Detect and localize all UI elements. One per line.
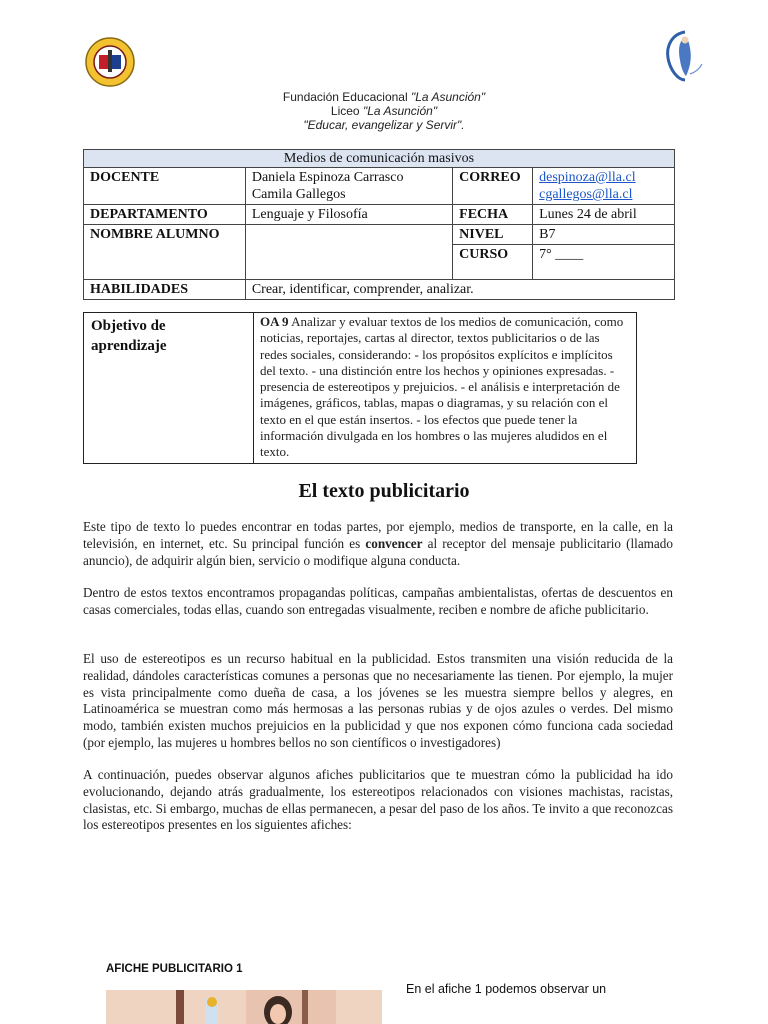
school-motto: "Educar, evangelizar y Servir". [303, 118, 465, 132]
school-name: Liceo "La Asunción" [330, 104, 438, 118]
alumno-label: NOMBRE ALUMNO [84, 225, 246, 280]
objective-text [254, 313, 637, 464]
poster-label: AFICHE PUBLICITARIO 1 [106, 963, 243, 975]
objective-table [83, 312, 637, 464]
paragraph-4: A continuación, puedes observar algunos afiches publicitarios que te muestran cómo la publicidad ha ido evolucionando, dejando atrás gradualmente, los estereotipos relacionados con visiones machistas, racistas, clasistas, etc. Si embargo, muchas de ellas permanecen, a pesar del paso de los años. Te invito a que reconozcas los estereotipos presentes en los siguientes afiches: [83, 767, 673, 833]
docente-value [245, 168, 452, 205]
foundation-name: Fundación Educacional "La Asunción" [282, 90, 486, 104]
poster-image [106, 990, 382, 1024]
school-crest-logo [84, 36, 136, 88]
info-table [83, 149, 675, 300]
teacher-name-1: Daniela Espinoza Carrasco [251, 170, 404, 185]
alumno-field[interactable] [245, 225, 452, 280]
email-link-2[interactable]: cgallegos@lla.cl [539, 187, 633, 202]
fecha-value: Lunes 24 de abril [533, 205, 675, 225]
email-link-1[interactable]: despinoza@lla.cl [539, 170, 636, 185]
habilidades-label: HABILIDADES [84, 280, 246, 300]
objective-label-line-2: aprendizaje [91, 338, 167, 354]
nivel-label: NIVEL [453, 225, 533, 245]
paragraph-3: El uso de estereotipos es un recurso habitual en la publicidad. Estos transmiten una visión reducida de la realidad, dándoles características comunes a personas que no necesariamente las tienen. Por ejemplo, la mujer es vista principalmente como dueña de casa, a los jóvenes se les muestra siempre bellos y alegres, en Latinoamérica se muestran como más hermosas a las personas rubias y de ojos azules o verdes. Del mismo modo, también existen muchos prejuicios en la publicidad y que nos exponen cómo funciona cada sociedad (por ejemplo, las mujeres u hombres bellos no son científicos o investigadores) [83, 651, 673, 750]
objective-label [84, 313, 254, 464]
correo-value [533, 168, 675, 205]
objective-code: OA 9 [260, 314, 289, 329]
habilidades-value: Crear, identificar, comprender, analizar. [245, 280, 674, 300]
objective-label-line-1: Objetivo de [91, 318, 166, 334]
correo-label: CORREO [453, 168, 533, 205]
nivel-value: B7 [533, 225, 675, 245]
curso-value: 7° ____ [533, 245, 675, 280]
poster-caption: En el afiche 1 podemos observar un [406, 982, 607, 996]
paragraph-2: Dentro de estos textos encontramos propagandas políticas, campañas ambientalistas, ofertas de descuentos en casas comerciales, todas ellas, cuando son entregadas visualmente, reciben e nombre de afiche publicitario. [83, 585, 673, 617]
departamento-label: DEPARTAMENTO [84, 205, 246, 225]
fecha-label: FECHA [453, 205, 533, 225]
document-title: El texto publicitario [298, 480, 470, 502]
curso-label: CURSO [453, 245, 533, 280]
departamento-value: Lenguaje y Filosofía [245, 205, 452, 225]
subject-title: Medios de comunicación masivos [84, 150, 675, 168]
objective-description: Analizar y evaluar textos de los medios de comunicación, como noticias, reportajes, cartas al director, textos publicitarios o de las redes sociales, considerando: - los propósitos explícitos e implícitos del texto. - una distinción entre los hechos y opiniones expresadas. - presencia de estereotipos y prejuicios. - el análisis e interpretación de imágenes, gráficos, tablas, mapas o diagramas, y su relación con el texto en el que están insertos. - los efectos que puede tener la información divulgada en los hombres o las mujeres aludidos en el texto. [260, 314, 624, 460]
docente-label: DOCENTE [84, 168, 246, 205]
teacher-name-2: Camila Gallegos [251, 187, 346, 202]
paragraph-1: Este tipo de texto lo puedes encontrar en todas partes, por ejemplo, medios de transporte, en la calle, en la televisión, en internet, etc. Su principal función es convencer al receptor del mensaje publicitario (llamado anuncio), de adquirir algún bien, servicio o modifique alguna conducta. [83, 519, 673, 568]
virgin-mary-logo [660, 28, 710, 84]
